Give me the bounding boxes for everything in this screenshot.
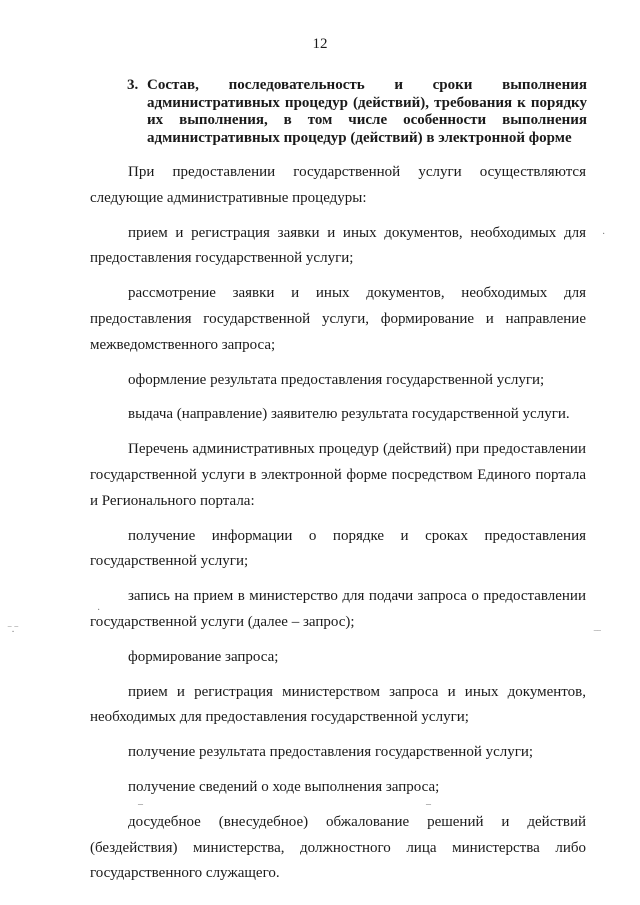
paragraph: Перечень административных процедур (действий) при предоставлении государственной услуги в электронной форме посредством Единого портала и Регионального портала: — [90, 441, 586, 509]
paragraph: получение информации о порядке и сроках предоставления государственной услуги; — [90, 527, 586, 570]
paragraph: получение результата предоставления государственной услуги; — [128, 744, 534, 761]
section-heading — [127, 77, 587, 147]
scan-mark: _ — [426, 795, 431, 806]
paragraph: оформление результата предоставления государственной услуги; — [128, 371, 545, 388]
section-number: 3. — [127, 77, 139, 93]
paragraph: досудебное (внесудебное) обжалование решений и действий (бездействия) министерства, должностного лица министерства либо государственного служащего. — [90, 813, 586, 882]
paragraph: При предоставлении государственной услуги осуществляются следующие административные процедуры: — [90, 164, 586, 206]
scan-mark: ‾·‾ — [8, 627, 18, 638]
scan-mark: · — [602, 229, 606, 240]
paragraph: выдача (направление) заявителю результата государственной услуги. — [128, 406, 570, 423]
scan-mark: · — [97, 605, 101, 616]
paragraph: прием и регистрация министерством запроса и иных документов, необходимых для предоставления государственной услуги; — [90, 683, 586, 726]
paragraph: запись на прием в министерство для подачи запроса о предоставлении государственной услуги (далее – запрос); — [90, 588, 586, 630]
section-title: Состав, последовательность и сроки выполнения административных процедур (действий), требования к порядку их выполнения, в том числе особенности выполнения административных процедур (действий) в электронной форме — [147, 77, 587, 146]
paragraph: формирование запроса; — [128, 648, 279, 665]
scan-mark: _ — [138, 795, 143, 806]
paragraph: прием и регистрация заявки и иных документов, необходимых для предоставления государственной услуги; — [90, 224, 586, 267]
paragraph: получение сведений о ходе выполнения запроса; — [128, 778, 440, 795]
page-number: 12 — [312, 36, 328, 52]
scan-mark: ‾‾ — [594, 631, 601, 642]
body-text — [90, 160, 586, 896]
paragraph: рассмотрение заявки и иных документов, необходимых для предоставления государственной услуги, формирование и направление межведомственного запроса; — [90, 285, 586, 353]
